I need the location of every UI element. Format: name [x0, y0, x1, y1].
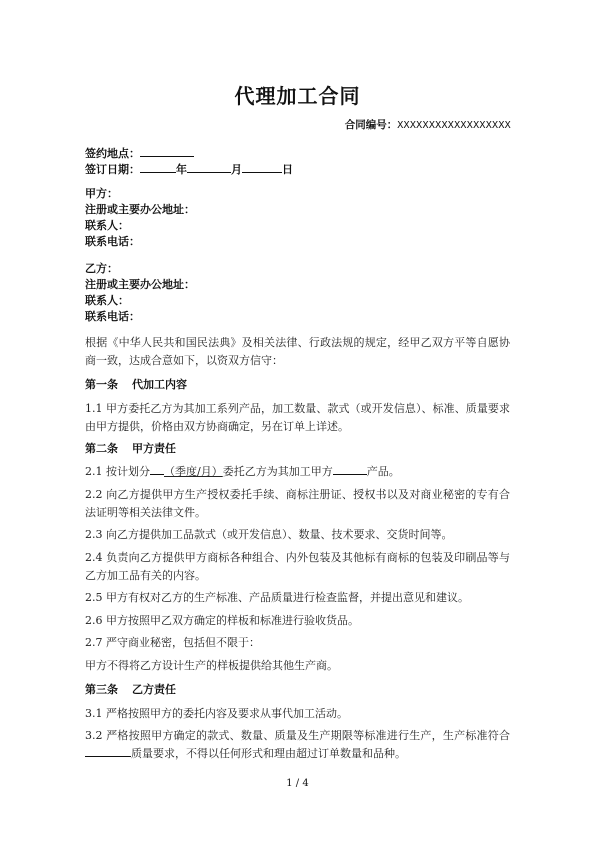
- document-title: 代理加工合同: [234, 84, 361, 108]
- article-1-title: 代加工内容: [132, 378, 187, 391]
- sign-day-blank[interactable]: [242, 161, 282, 173]
- clause-2-6: 2.6 甲方按照甲乙双方确定的样板和标准进行验收货品。: [85, 614, 359, 627]
- article-3-heading: [85, 683, 176, 697]
- page-number: 1 / 4: [286, 778, 309, 789]
- party-a-phone-label: 联系电话：: [85, 235, 140, 248]
- party-b-phone-label: 联系电话：: [85, 310, 140, 323]
- clause-2-1-part-a: 2.1 按计划分: [85, 465, 150, 478]
- clause-2-2: 2.2 向乙方提供甲方生产授权委托手续、商标注册证、授权书以及对商业秘密的专有合法证明等相关法律文件。: [85, 488, 510, 519]
- article-1-number: 第一条: [85, 378, 118, 391]
- clause-2-3: 2.3 向乙方提供加工品款式（或开发信息）、数量、技术要求、交货时间等。: [85, 528, 453, 541]
- clause-3-2-blank[interactable]: [85, 745, 131, 757]
- preamble-paragraph: 根据《中华人民共和国民法典》及相关法律、行政法规的规定，经甲乙双方平等自愿协商一致，达成合意如下，以资双方信守：: [85, 336, 510, 367]
- clause-2-5: 2.5 甲方有权对乙方的生产标准、产品质量进行检查监督，并提出意见和建议。: [85, 591, 469, 604]
- party-a-address-label: 注册或主要办公地址：: [85, 203, 195, 216]
- sign-place-blank[interactable]: [140, 145, 194, 157]
- sign-year-blank[interactable]: [140, 161, 176, 173]
- contract-number-label: 合同编号：: [344, 119, 398, 131]
- party-a-contact-label: 联系人：: [85, 219, 129, 232]
- party-a-label: 甲方：: [85, 187, 118, 200]
- contract-number-value: XXXXXXXXXXXXXXXXXX: [397, 120, 511, 131]
- article-3-number: 第三条: [85, 683, 118, 696]
- clause-3-1: 3.1 严格按照甲方的委托内容及要求从事代加工活动。: [85, 707, 348, 720]
- sign-month-blank[interactable]: [187, 161, 231, 173]
- clause-2-1-blank-2[interactable]: [333, 463, 367, 475]
- clause-3-2-part-a: 3.2 严格按照甲方确定的款式、数量、质量及生产期限等标准进行生产，生产标准符合: [85, 729, 510, 742]
- contract-number: [345, 117, 511, 132]
- sign-date-line: [85, 161, 293, 177]
- clause-2-1: [85, 463, 510, 481]
- clause-2-1-part-c: 产品。: [366, 465, 400, 478]
- clause-3-2-part-b: 质量要求，不得以任何形式和理由超过订单数量和品种。: [131, 746, 406, 760]
- article-1-heading: [85, 378, 187, 392]
- day-char: 日: [282, 163, 293, 176]
- month-char: 月: [231, 163, 242, 176]
- year-char: 年: [176, 163, 187, 176]
- article-3-title: 乙方责任: [132, 683, 176, 696]
- party-b-address-label: 注册或主要办公地址：: [85, 278, 195, 291]
- sign-place-label: 签约地点：: [85, 147, 140, 160]
- article-2-number: 第二条: [85, 442, 118, 455]
- article-2-title: 甲方责任: [132, 442, 176, 455]
- article-2-heading: [85, 442, 176, 456]
- party-b-label: 乙方：: [85, 262, 118, 275]
- clause-2-7: 2.7 严守商业秘密，包括但不限于：: [85, 636, 260, 649]
- clause-2-1-part-b: 委托乙方为其加工甲方: [222, 465, 333, 478]
- clause-3-2: [85, 727, 510, 762]
- clause-1-1: 1.1 甲方委托乙方为其加工系列产品，加工数量、款式（或开发信息）、标准、质量要求由甲方提供，价格由双方协商确定，另在订单上详述。: [85, 402, 510, 433]
- clause-2-4: 2.4 负责向乙方提供甲方商标各种组合、内外包装及其他标有商标的包装及印刷品等与乙方加工品有关的内容。: [85, 551, 510, 582]
- clause-2-1-blank-1[interactable]: [150, 463, 164, 475]
- sign-date-label: 签订日期：: [85, 163, 140, 176]
- clause-2-1-period: （季度/月）: [164, 465, 223, 478]
- party-b-contact-label: 联系人：: [85, 294, 129, 307]
- sign-place-line: [85, 145, 194, 161]
- clause-2-7-detail: 甲方不得将乙方设计生产的样板提供给其他生产商。: [85, 659, 338, 672]
